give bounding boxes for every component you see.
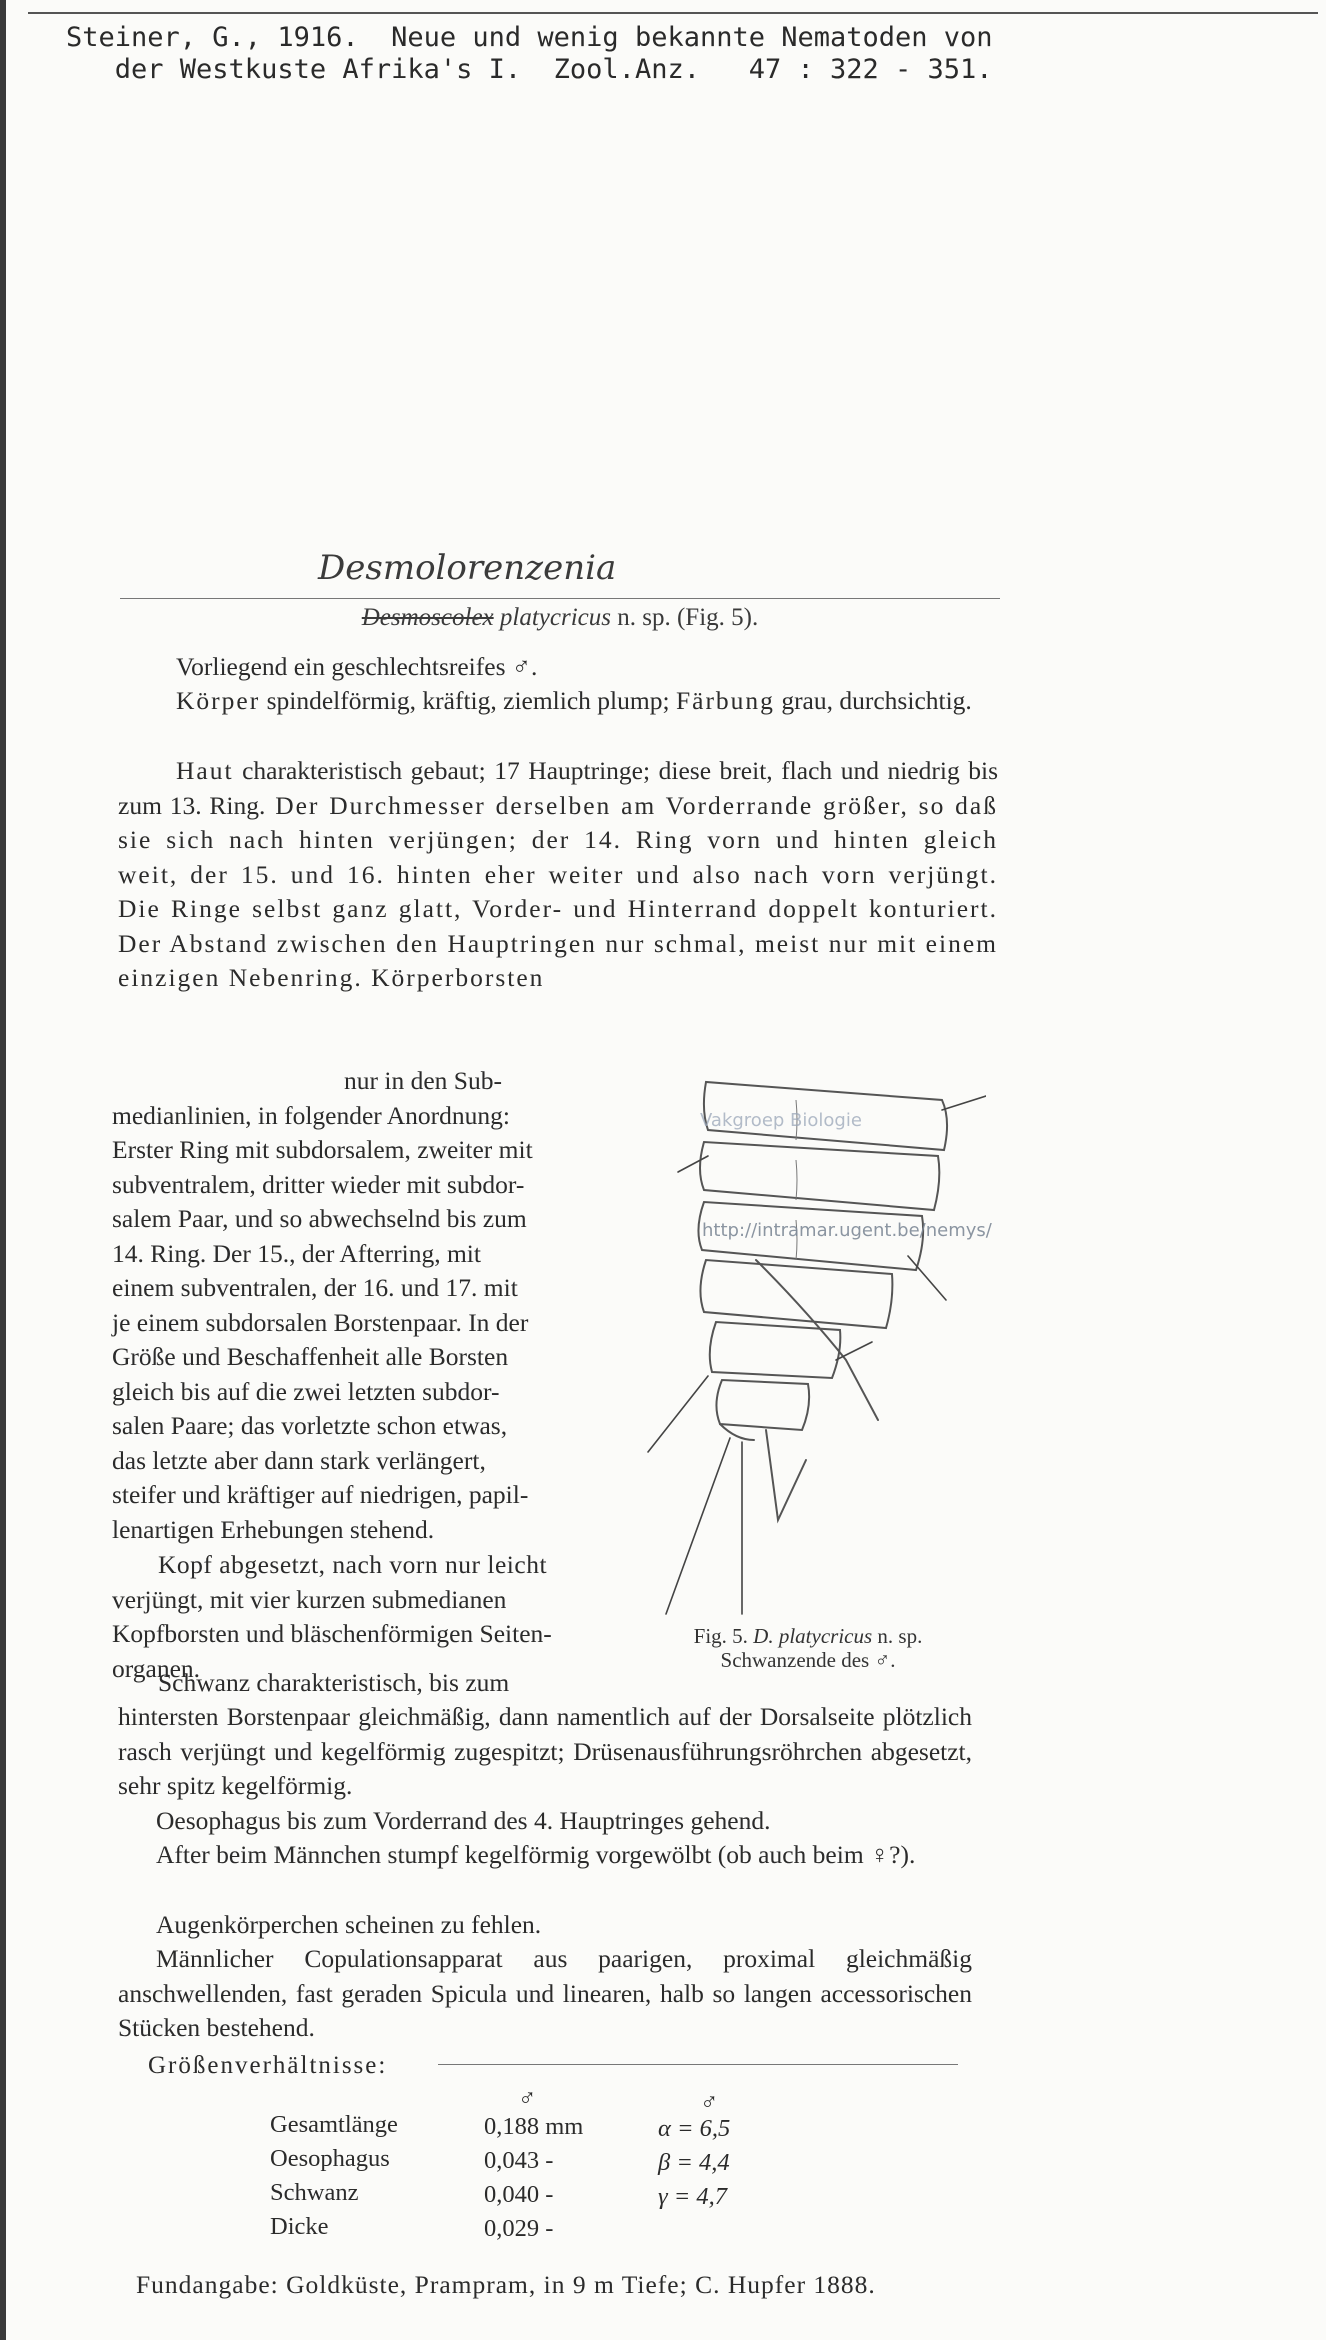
ring-detail-2 <box>796 1160 797 1200</box>
seta-4 <box>836 1342 872 1360</box>
label-schwanz: Schwanz <box>270 2179 359 2206</box>
col-line: Erster Ring mit subdorsalem, zweiter mit <box>112 1135 533 1164</box>
measurement-values <box>484 2110 583 2246</box>
caption-nsp: n. sp. <box>872 1624 923 1648</box>
col-line: salem Paar, und so abwechselnd bis zum <box>112 1204 527 1233</box>
watermark-url: http://intramar.ugent.be/nemys/ <box>702 1220 992 1241</box>
paragraph-schwanz-first: Schwanz charakteristisch, bis zum <box>158 1668 510 1697</box>
header-rule <box>28 12 1318 14</box>
page-edge <box>0 0 6 2340</box>
paragraph-augen: Augenkörperchen scheinen zu fehlen. <box>156 1910 542 1939</box>
tail-cone <box>766 1430 806 1520</box>
col-line: salen Paare; das vorletzte schon etwas, <box>112 1411 508 1440</box>
paragraph-body <box>118 684 998 719</box>
title-rule <box>120 598 1000 599</box>
value-oesophagus: 0,043 - <box>484 2147 554 2174</box>
caption-species: D. platycricus <box>753 1624 873 1648</box>
measurement-labels <box>270 2108 398 2244</box>
col-line: subventralem, dritter wieder mit subdor- <box>112 1169 525 1199</box>
figure-caption <box>648 1624 968 1672</box>
spicule <box>756 1260 878 1420</box>
lead-koerper: Körper <box>176 686 261 715</box>
ring-4 <box>700 1260 892 1328</box>
col-line: medianlinien, in folgender Anordnung: <box>112 1100 511 1130</box>
ratio-alpha: α = 6,5 <box>658 2115 731 2142</box>
lead-faerbung: Färbung <box>675 686 775 715</box>
label-oesophagus: Oesophagus <box>270 2145 390 2172</box>
species-title <box>120 604 1000 632</box>
haut-text: charakteristisch gebaut; 17 Hauptringe; diese breit, flach und niedrig bis zum 13. Ring. <box>118 756 998 820</box>
body-text-b: grau, durchsichtig. <box>774 686 972 715</box>
ratio-col-symbol: ♂ <box>700 2089 719 2116</box>
paragraph-after: After beim Männchen stumpf kegelförmig vorgewölbt (ob auch beim ♀?). <box>156 1840 916 1869</box>
paragraph-specimen: Vorliegend ein geschlechtsreifes ♂. <box>176 652 538 681</box>
measurement-ratios <box>658 2112 730 2214</box>
measurements-rule <box>438 2064 958 2065</box>
paragraph-schwanz: hintersten Borstenpaar gleichmäßig, dann namentlich auf der Dorsalseite plötzlich rasch verjüngt und kegelförmig zugespitzt; Drüsenausführungsröhrchen abgesetzt, sehr spitz kegelförmig. <box>118 1702 972 1800</box>
value-schwanz: 0,040 - <box>484 2181 554 2208</box>
measurements-heading: Größenverhältnisse: <box>148 2052 388 2079</box>
kopf-line: organen. <box>112 1653 201 1683</box>
caption-line-1 <box>648 1624 968 1648</box>
seta-long-1 <box>648 1376 708 1452</box>
seta-2 <box>908 1256 946 1300</box>
kopf-line: verjüngt, mit vier kurzen submedianen <box>112 1584 507 1614</box>
seta-3 <box>678 1156 708 1172</box>
col-line: Größe und Beschaffenheit alle Borsten <box>112 1342 509 1371</box>
lead-haut: Haut <box>176 756 234 785</box>
struck-genus-name: Desmoscolex <box>361 604 494 631</box>
kopf-line: Kopfborsten und bläschenförmigen Seiten- <box>112 1619 552 1648</box>
locality-note: Fundangabe: Goldküste, Prampram, in 9 m Tiefe; C. Hupfer 1888. <box>136 2270 876 2299</box>
ratio-gamma: γ = 4,7 <box>658 2183 728 2210</box>
value-dicke: 0,029 - <box>484 2215 554 2242</box>
seta-1 <box>942 1096 986 1110</box>
watermark-text: Vakgroep Biologie <box>700 1110 862 1131</box>
nematode-tail-figure <box>646 1060 986 1620</box>
col-line: das letzte aber dann stark verlängert, <box>112 1445 486 1475</box>
species-epithet: platycricus <box>499 604 611 631</box>
citation-line-2: der Westkuste Afrika's I. Zool.Anz. 47 : 322 - 351. <box>66 54 993 85</box>
paragraph-oesophagus: Oesophagus bis zum Vorderrand des 4. Hauptringes gehend. <box>156 1806 771 1835</box>
lead-koerperborsten: Körperborsten <box>362 963 545 992</box>
ring-6 <box>716 1380 809 1430</box>
col-line: gleich bis auf die zwei letzten subdor- <box>112 1376 500 1406</box>
value-gesamtlaenge: 0,188 mm <box>484 2113 584 2140</box>
paragraph-copulation: Männlicher Copulationsapparat aus paarigen, proximal gleichmäßig anschwellenden, fast geraden Spicula und linearen, halb so langen accessorischen Stücken bestehend. <box>118 1944 972 2042</box>
seta-long-2 <box>666 1438 730 1614</box>
col-line: steifer und kräftiger auf niedrigen, papil- <box>112 1480 529 1509</box>
caption-line-2: Schwanzende des ♂. <box>720 1648 896 1672</box>
col-line: 14. Ring. Der 15., der Afterring, mit <box>112 1238 481 1268</box>
ratio-beta: β = 4,4 <box>658 2149 730 2176</box>
col-line: lenartigen Erhebungen stehend. <box>112 1514 435 1544</box>
paragraph-haut <box>118 754 998 996</box>
label-gesamtlaenge: Gesamtlänge <box>270 2111 398 2138</box>
citation-line-1: Steiner, G., 1916. Neue und wenig bekannte Nematoden von <box>66 22 993 53</box>
body-text: spindelförmig, kräftig, ziemlich plump; <box>260 686 676 715</box>
caption-fig: Fig. 5. <box>693 1624 754 1648</box>
citation-header <box>66 22 1306 86</box>
kopf-line: Kopf abgesetzt, nach vorn nur leicht <box>158 1550 548 1579</box>
borsten-column <box>112 1064 672 1547</box>
col-line: je einem subdorsalen Borstenpaar. In der <box>112 1307 529 1337</box>
title-rest: n. sp. (Fig. 5). <box>611 604 759 631</box>
col-line: einem subventralen, der 16. und 17. mit <box>112 1273 518 1302</box>
ring-2 <box>700 1142 939 1210</box>
value-col-symbol: ♂ <box>518 2085 537 2112</box>
haut-text-spaced: Der Durchmesser derselben am Vorderrande größer, so daß sie sich nach hinten verjüngen; der 14. Ring vorn und hinten gleich weit, der 15. und 16. hinten eher weiter und also nach vorn verjüngt. Die Ringe selbst ganz glatt, Vorder- und Hinterrand doppelt konturiert. Der Abstand zwischen den Hauptringen nur schmal, meist nur mit einem einzigen Nebenring. <box>118 790 998 992</box>
col-line: nur in den Sub- <box>344 1066 502 1095</box>
handwritten-genus: Desmolorenzenia <box>318 548 617 588</box>
label-dicke: Dicke <box>270 2213 329 2240</box>
